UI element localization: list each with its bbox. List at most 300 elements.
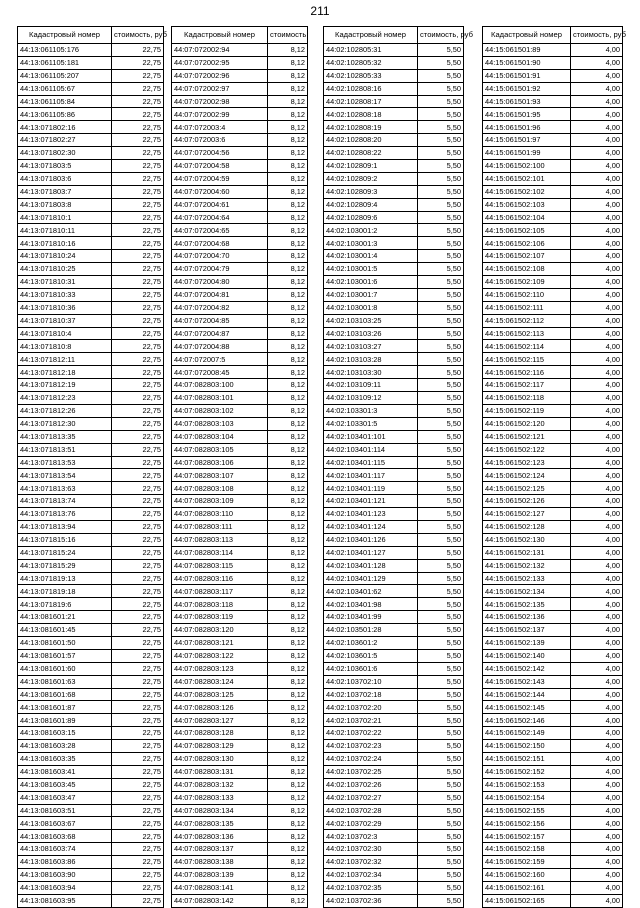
cost-cell: 8,12 — [268, 572, 308, 585]
cost-cell: 4,00 — [571, 353, 623, 366]
cost-cell: 5,50 — [418, 649, 464, 662]
table-row — [18, 701, 164, 714]
table-row — [18, 288, 164, 301]
cost-cell: 22,75 — [112, 533, 164, 546]
cadastral-number-cell: 44:07:082803:108 — [172, 482, 268, 495]
table-row — [483, 224, 623, 237]
cadastral-number-cell: 44:07:072004:65 — [172, 224, 268, 237]
cadastral-number-cell: 44:07:072002:96 — [172, 69, 268, 82]
table-row — [172, 56, 308, 69]
header-cost: стоимость, руб — [112, 27, 164, 44]
cadastral-number-cell: 44:15:061502:106 — [483, 237, 571, 250]
cost-cell: 22,75 — [112, 688, 164, 701]
cadastral-number-cell: 44:13:081603:51 — [18, 804, 112, 817]
table-row — [172, 172, 308, 185]
table-row — [483, 430, 623, 443]
cadastral-number-cell: 44:13:081601:63 — [18, 675, 112, 688]
cost-cell: 8,12 — [268, 108, 308, 121]
cadastral-number-cell: 44:13:081603:15 — [18, 727, 112, 740]
table-row — [172, 624, 308, 637]
table-row — [324, 379, 464, 392]
cost-cell: 4,00 — [571, 224, 623, 237]
cost-cell: 8,12 — [268, 611, 308, 624]
table-row — [324, 185, 464, 198]
cadastral-number-cell: 44:15:061502:153 — [483, 778, 571, 791]
cost-cell: 4,00 — [571, 263, 623, 276]
table-row — [18, 869, 164, 882]
cadastral-number-cell: 44:02:103702:24 — [324, 752, 418, 765]
cost-cell: 22,75 — [112, 482, 164, 495]
cadastral-number-cell: 44:02:103702:25 — [324, 765, 418, 778]
cadastral-number-cell: 44:15:061502:119 — [483, 404, 571, 417]
cost-cell: 5,50 — [418, 740, 464, 753]
table-row — [172, 263, 308, 276]
cadastral-number-cell: 44:07:082803:102 — [172, 404, 268, 417]
table-row — [324, 276, 464, 289]
cadastral-number-cell: 44:15:061502:136 — [483, 611, 571, 624]
table-row — [324, 263, 464, 276]
table-row — [483, 327, 623, 340]
table-row — [324, 765, 464, 778]
cost-cell: 22,75 — [112, 791, 164, 804]
cadastral-number-cell: 44:07:082803:120 — [172, 624, 268, 637]
table-row — [483, 314, 623, 327]
cost-cell: 4,00 — [571, 856, 623, 869]
table-row — [18, 817, 164, 830]
cost-cell: 5,50 — [418, 263, 464, 276]
table-row — [324, 714, 464, 727]
table-row — [483, 340, 623, 353]
cost-cell: 22,75 — [112, 82, 164, 95]
cadastral-number-cell: 44:15:061502:143 — [483, 675, 571, 688]
table-row — [172, 520, 308, 533]
cost-cell: 4,00 — [571, 804, 623, 817]
table-row — [172, 778, 308, 791]
cadastral-number-cell: 44:15:061502:123 — [483, 456, 571, 469]
table-row — [483, 392, 623, 405]
cost-cell: 22,75 — [112, 430, 164, 443]
cadastral-number-cell: 44:13:071819:13 — [18, 572, 112, 585]
table-row — [483, 121, 623, 134]
table-row — [324, 817, 464, 830]
cadastral-number-cell: 44:15:061502:109 — [483, 276, 571, 289]
table-row — [18, 611, 164, 624]
cost-cell: 8,12 — [268, 211, 308, 224]
cost-cell: 8,12 — [268, 740, 308, 753]
table-row — [18, 688, 164, 701]
table-row — [483, 791, 623, 804]
table-row — [324, 701, 464, 714]
cost-cell: 8,12 — [268, 327, 308, 340]
table-row — [172, 224, 308, 237]
cadastral-number-cell: 44:07:072004:58 — [172, 160, 268, 173]
table-row — [324, 288, 464, 301]
cost-cell: 4,00 — [571, 830, 623, 843]
cost-cell: 4,00 — [571, 791, 623, 804]
table-row — [324, 856, 464, 869]
cadastral-number-cell: 44:07:082803:133 — [172, 791, 268, 804]
cost-cell: 8,12 — [268, 894, 308, 907]
cadastral-number-cell: 44:13:071803:7 — [18, 185, 112, 198]
cost-cell: 8,12 — [268, 830, 308, 843]
table-row — [18, 353, 164, 366]
cost-cell: 4,00 — [571, 404, 623, 417]
table-row — [18, 778, 164, 791]
table-row — [324, 752, 464, 765]
table-row — [172, 701, 308, 714]
cadastral-number-cell: 44:15:061502:165 — [483, 894, 571, 907]
cadastral-number-cell: 44:07:082803:126 — [172, 701, 268, 714]
table-row — [324, 147, 464, 160]
cost-cell: 22,75 — [112, 675, 164, 688]
cadastral-number-cell: 44:02:103001:3 — [324, 237, 418, 250]
cadastral-number-cell: 44:07:082803:131 — [172, 765, 268, 778]
cadastral-number-cell: 44:07:082803:121 — [172, 636, 268, 649]
cadastral-number-cell: 44:15:061502:161 — [483, 881, 571, 894]
cadastral-number-cell: 44:15:061502:149 — [483, 727, 571, 740]
cadastral-number-cell: 44:15:061502:116 — [483, 366, 571, 379]
cadastral-number-cell: 44:15:061502:159 — [483, 856, 571, 869]
cost-cell: 4,00 — [571, 508, 623, 521]
cost-cell: 4,00 — [571, 147, 623, 160]
cost-cell: 22,75 — [112, 340, 164, 353]
cadastral-number-cell: 44:13:071813:63 — [18, 482, 112, 495]
cadastral-number-cell: 44:07:072004:88 — [172, 340, 268, 353]
cadastral-number-cell: 44:13:071810:24 — [18, 250, 112, 263]
cadastral-number-cell: 44:13:071819:6 — [18, 598, 112, 611]
table-row — [483, 843, 623, 856]
table-row — [324, 430, 464, 443]
cadastral-number-cell: 44:02:103401:126 — [324, 533, 418, 546]
cadastral-number-cell: 44:07:072004:64 — [172, 211, 268, 224]
cadastral-number-cell: 44:02:103401:121 — [324, 495, 418, 508]
table-row — [172, 198, 308, 211]
table-row — [483, 778, 623, 791]
cadastral-number-cell: 44:15:061501:99 — [483, 147, 571, 160]
table-row — [324, 572, 464, 585]
cost-table-3 — [323, 26, 473, 908]
cadastral-number-cell: 44:15:061502:158 — [483, 843, 571, 856]
table-row — [18, 495, 164, 508]
table-row — [483, 804, 623, 817]
cost-cell: 5,50 — [418, 121, 464, 134]
cadastral-number-cell: 44:02:103001:4 — [324, 250, 418, 263]
cadastral-number-cell: 44:15:061502:160 — [483, 869, 571, 882]
cost-cell: 8,12 — [268, 546, 308, 559]
cadastral-number-cell: 44:07:072004:82 — [172, 301, 268, 314]
cost-cell: 4,00 — [571, 752, 623, 765]
table-row — [172, 856, 308, 869]
cost-cell: 22,75 — [112, 185, 164, 198]
table-row — [18, 366, 164, 379]
cost-cell: 8,12 — [268, 817, 308, 830]
table-row — [18, 340, 164, 353]
cadastral-number-cell: 44:02:103702:23 — [324, 740, 418, 753]
table-row — [483, 417, 623, 430]
cost-cell: 22,75 — [112, 611, 164, 624]
cadastral-number-cell: 44:13:081601:50 — [18, 636, 112, 649]
table-row — [172, 585, 308, 598]
cadastral-number-cell: 44:15:061502:118 — [483, 392, 571, 405]
table-row — [324, 82, 464, 95]
cost-cell: 22,75 — [112, 95, 164, 108]
cost-cell: 5,50 — [418, 495, 464, 508]
cadastral-number-cell: 44:15:061501:96 — [483, 121, 571, 134]
cadastral-number-cell: 44:15:061502:117 — [483, 379, 571, 392]
cadastral-number-cell: 44:15:061502:127 — [483, 508, 571, 521]
cadastral-number-cell: 44:13:071810:37 — [18, 314, 112, 327]
table-row — [324, 250, 464, 263]
cost-cell: 5,50 — [418, 598, 464, 611]
cadastral-number-cell: 44:13:061105:207 — [18, 69, 112, 82]
cost-cell: 4,00 — [571, 727, 623, 740]
cost-cell: 22,75 — [112, 894, 164, 907]
cadastral-number-cell: 44:13:071810:36 — [18, 301, 112, 314]
cost-cell: 8,12 — [268, 881, 308, 894]
cadastral-number-cell: 44:07:082803:118 — [172, 598, 268, 611]
cost-cell: 4,00 — [571, 817, 623, 830]
cost-cell: 22,75 — [112, 456, 164, 469]
cadastral-number-cell: 44:02:103301:3 — [324, 404, 418, 417]
cadastral-number-cell: 44:02:102809:4 — [324, 198, 418, 211]
cost-cell: 22,75 — [112, 263, 164, 276]
cadastral-number-cell: 44:13:081601:45 — [18, 624, 112, 637]
cost-cell: 22,75 — [112, 624, 164, 637]
cost-cell: 4,00 — [571, 301, 623, 314]
cost-cell: 5,50 — [418, 817, 464, 830]
cost-cell: 5,50 — [418, 791, 464, 804]
header-cadastral-number: Кадастровый номер — [324, 27, 418, 44]
cadastral-number-cell: 44:02:103001:7 — [324, 288, 418, 301]
cost-cell: 8,12 — [268, 224, 308, 237]
cost-cell: 22,75 — [112, 572, 164, 585]
cadastral-number-cell: 44:13:081603:95 — [18, 894, 112, 907]
cadastral-number-cell: 44:13:071812:30 — [18, 417, 112, 430]
cadastral-number-cell: 44:07:082803:100 — [172, 379, 268, 392]
cost-cell: 5,50 — [418, 675, 464, 688]
cost-cell: 4,00 — [571, 108, 623, 121]
cost-cell: 5,50 — [418, 82, 464, 95]
table-row — [483, 301, 623, 314]
cadastral-number-cell: 44:02:102809:2 — [324, 172, 418, 185]
table-row — [172, 95, 308, 108]
cost-table-4 — [482, 26, 626, 908]
cost-cell: 5,50 — [418, 198, 464, 211]
cadastral-number-cell: 44:15:061502:144 — [483, 688, 571, 701]
cadastral-number-cell: 44:02:102809:6 — [324, 211, 418, 224]
cost-cell: 5,50 — [418, 752, 464, 765]
cost-cell: 22,75 — [112, 585, 164, 598]
cadastral-number-cell: 44:07:082803:128 — [172, 727, 268, 740]
table-row — [18, 585, 164, 598]
cadastral-number-cell: 44:13:081601:60 — [18, 662, 112, 675]
table-row — [172, 869, 308, 882]
cadastral-number-cell: 44:02:103702:30 — [324, 843, 418, 856]
cost-cell: 8,12 — [268, 752, 308, 765]
cadastral-number-cell: 44:13:081603:35 — [18, 752, 112, 765]
cadastral-number-cell: 44:07:082803:111 — [172, 520, 268, 533]
cost-cell: 8,12 — [268, 649, 308, 662]
cadastral-number-cell: 44:15:061501:93 — [483, 95, 571, 108]
cadastral-number-cell: 44:02:102808:16 — [324, 82, 418, 95]
cost-cell: 22,75 — [112, 856, 164, 869]
cost-cell: 22,75 — [112, 765, 164, 778]
cadastral-number-cell: 44:02:103103:26 — [324, 327, 418, 340]
table-row — [172, 843, 308, 856]
cadastral-number-cell: 44:15:061502:130 — [483, 533, 571, 546]
cost-cell: 22,75 — [112, 224, 164, 237]
cadastral-number-cell: 44:02:102805:31 — [324, 44, 418, 57]
cadastral-number-cell: 44:07:072004:81 — [172, 288, 268, 301]
cadastral-number-cell: 44:02:103301:5 — [324, 417, 418, 430]
cost-cell: 22,75 — [112, 804, 164, 817]
table-row — [18, 44, 164, 57]
cadastral-number-cell: 44:13:071813:53 — [18, 456, 112, 469]
header-cost: стоимость, руб — [571, 27, 623, 44]
cost-cell: 5,50 — [418, 778, 464, 791]
table-row — [172, 804, 308, 817]
table-row — [18, 314, 164, 327]
cadastral-number-cell: 44:02:103601:2 — [324, 636, 418, 649]
cost-cell: 4,00 — [571, 495, 623, 508]
table-row — [172, 237, 308, 250]
table-row — [18, 520, 164, 533]
cost-cell: 5,50 — [418, 340, 464, 353]
cost-cell: 4,00 — [571, 95, 623, 108]
cadastral-number-cell: 44:15:061502:100 — [483, 160, 571, 173]
cadastral-number-cell: 44:02:103401:99 — [324, 611, 418, 624]
cadastral-number-cell: 44:15:061502:131 — [483, 546, 571, 559]
cost-cell: 22,75 — [112, 727, 164, 740]
cadastral-number-cell: 44:15:061502:120 — [483, 417, 571, 430]
table-row — [483, 276, 623, 289]
table-row — [483, 108, 623, 121]
table-row — [483, 95, 623, 108]
cadastral-number-cell: 44:15:061502:146 — [483, 714, 571, 727]
table-row — [324, 314, 464, 327]
cadastral-number-cell: 44:15:061502:103 — [483, 198, 571, 211]
table-row — [483, 134, 623, 147]
cadastral-number-cell: 44:13:071813:35 — [18, 430, 112, 443]
cadastral-number-cell: 44:07:082803:124 — [172, 675, 268, 688]
cadastral-number-cell: 44:02:103001:5 — [324, 263, 418, 276]
cadastral-number-cell: 44:07:072004:87 — [172, 327, 268, 340]
cost-cell: 22,75 — [112, 714, 164, 727]
cadastral-number-cell: 44:02:103401:115 — [324, 456, 418, 469]
cost-cell: 8,12 — [268, 160, 308, 173]
table-row — [483, 56, 623, 69]
cadastral-number-cell: 44:07:072002:99 — [172, 108, 268, 121]
cost-cell: 22,75 — [112, 327, 164, 340]
table-row — [18, 456, 164, 469]
table-row — [172, 366, 308, 379]
cadastral-number-cell: 44:07:082803:125 — [172, 688, 268, 701]
cost-cell: 4,00 — [571, 662, 623, 675]
table-row — [18, 327, 164, 340]
cost-cell: 4,00 — [571, 636, 623, 649]
cadastral-number-cell: 44:02:103103:30 — [324, 366, 418, 379]
table-row — [324, 69, 464, 82]
cadastral-number-cell: 44:15:061502:115 — [483, 353, 571, 366]
cost-cell: 5,50 — [418, 843, 464, 856]
cadastral-number-cell: 44:07:072004:70 — [172, 250, 268, 263]
table-row — [172, 752, 308, 765]
table-row — [483, 250, 623, 263]
cost-cell: 5,50 — [418, 44, 464, 57]
cadastral-number-cell: 44:13:071812:26 — [18, 404, 112, 417]
table-row — [18, 881, 164, 894]
cadastral-number-cell: 44:15:061502:104 — [483, 211, 571, 224]
cost-cell: 22,75 — [112, 353, 164, 366]
table-row — [18, 830, 164, 843]
cost-cell: 8,12 — [268, 791, 308, 804]
cost-cell: 5,50 — [418, 134, 464, 147]
cost-cell: 8,12 — [268, 778, 308, 791]
table-row — [324, 585, 464, 598]
cost-cell: 5,50 — [418, 881, 464, 894]
cadastral-number-cell: 44:13:081603:28 — [18, 740, 112, 753]
cost-cell: 22,75 — [112, 830, 164, 843]
cadastral-number-cell: 44:02:103401:127 — [324, 546, 418, 559]
cadastral-number-cell: 44:15:061502:108 — [483, 263, 571, 276]
cadastral-number-cell: 44:02:103702:35 — [324, 881, 418, 894]
cost-cell: 8,12 — [268, 430, 308, 443]
table-row — [483, 894, 623, 907]
cadastral-number-cell: 44:07:082803:141 — [172, 881, 268, 894]
cost-cell: 5,50 — [418, 714, 464, 727]
cost-cell: 5,50 — [418, 662, 464, 675]
cost-cell: 22,75 — [112, 752, 164, 765]
cadastral-number-cell: 44:07:082803:103 — [172, 417, 268, 430]
table-row — [324, 559, 464, 572]
cost-cell: 8,12 — [268, 843, 308, 856]
cadastral-number-cell: 44:13:071815:29 — [18, 559, 112, 572]
cadastral-number-cell: 44:07:072004:59 — [172, 172, 268, 185]
table-row — [172, 134, 308, 147]
cadastral-number-cell: 44:02:103702:10 — [324, 675, 418, 688]
table-row — [483, 263, 623, 276]
table-row — [483, 649, 623, 662]
cadastral-number-cell: 44:15:061501:95 — [483, 108, 571, 121]
cadastral-number-cell: 44:02:103401:114 — [324, 443, 418, 456]
table-row — [483, 198, 623, 211]
table-row — [324, 598, 464, 611]
cadastral-number-cell: 44:13:071812:23 — [18, 392, 112, 405]
cadastral-number-cell: 44:02:103702:34 — [324, 869, 418, 882]
cost-cell: 5,50 — [418, 108, 464, 121]
cadastral-number-cell: 44:15:061502:111 — [483, 301, 571, 314]
cost-cell: 4,00 — [571, 675, 623, 688]
table-row — [172, 211, 308, 224]
cost-cell: 4,00 — [571, 598, 623, 611]
cadastral-number-cell: 44:13:071813:76 — [18, 508, 112, 521]
table-row — [172, 417, 308, 430]
cadastral-number-cell: 44:07:082803:137 — [172, 843, 268, 856]
cost-cell: 8,12 — [268, 340, 308, 353]
cost-cell: 4,00 — [571, 121, 623, 134]
cost-cell: 5,50 — [418, 379, 464, 392]
table-row — [18, 224, 164, 237]
cadastral-number-cell: 44:07:082803:129 — [172, 740, 268, 753]
cost-cell: 22,75 — [112, 662, 164, 675]
table-row — [483, 636, 623, 649]
cost-cell: 22,75 — [112, 546, 164, 559]
table-row — [324, 443, 464, 456]
cost-cell: 4,00 — [571, 778, 623, 791]
cost-cell: 5,50 — [418, 366, 464, 379]
cost-cell: 8,12 — [268, 134, 308, 147]
cost-cell: 5,50 — [418, 572, 464, 585]
